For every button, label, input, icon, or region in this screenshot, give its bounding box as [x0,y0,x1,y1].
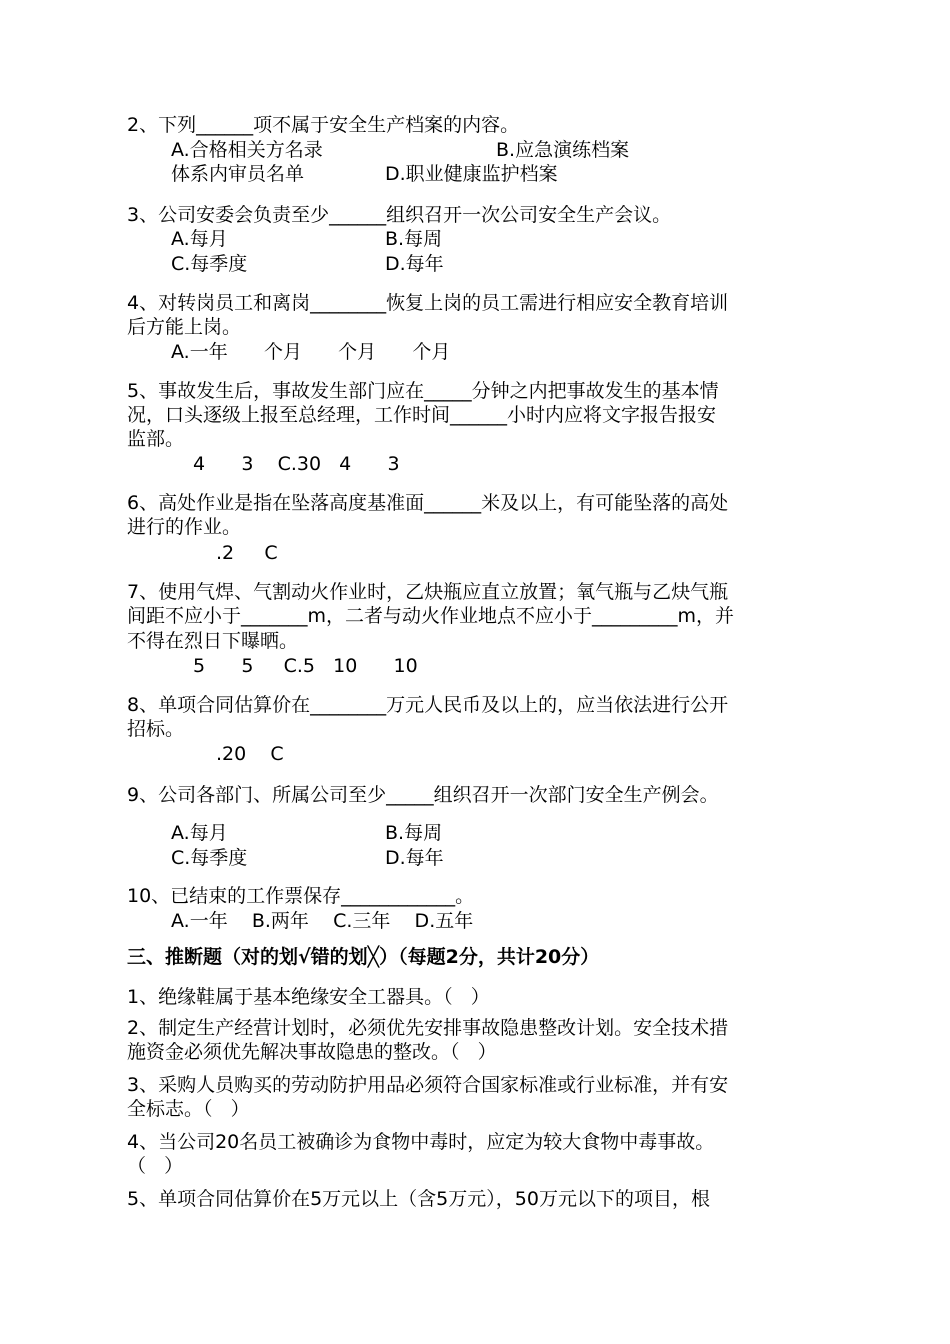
question-8-text-line2: 招标。 [127,718,185,740]
question-4-options: A.一年 个月 个月 个月 [171,341,451,363]
question-2-option-b: B.应急演练档案 [496,139,630,161]
question-10-options: A.一年 B.两年 C.三年 D.五年 [171,910,474,932]
question-3-option-d: D.每年 [385,253,444,275]
question-7-options: 5 5 C.5 10 10 [193,655,418,677]
question-9-option-a: A.每月 [171,822,228,844]
question-6-text-line2: 进行的作业。 [127,516,242,538]
question-9-option-c: C.每季度 [171,847,248,869]
question-7-text-line1: 7、使用气焊、气割动火作业时，乙炔瓶应直立放置；氧气瓶与乙炔气瓶 [127,581,729,603]
judgment-item-3-line2: 全标志。（ ） [127,1098,250,1120]
judgment-item-5-line1: 5、单项合同估算价在5万元以上（含5万元），50万元以下的项目，根 [127,1188,710,1210]
question-3-option-b: B.每周 [385,228,443,250]
question-9-text: 9、公司各部门、所属公司至少_____组织召开一次部门安全生产例会。 [127,784,719,806]
question-6-options: .2 C [216,542,278,564]
question-3-option-c: C.每季度 [171,253,248,275]
question-9-option-d: D.每年 [385,847,444,869]
question-5-options: 4 3 C.30 4 3 [193,453,400,475]
question-7-text-line3: 不得在烈日下曝晒。 [127,630,299,652]
judgment-item-2-line2: 施资金必须优先解决事故隐患的整改。（ ） [127,1041,497,1063]
question-8-options: .20 C [216,743,284,765]
question-3-text: 3、公司安委会负责至少______组织召开一次公司安全生产会议。 [127,204,672,226]
section-3-heading: 三、推断题（对的划√错的划╳）（每题2分，共计20分） [127,946,600,968]
judgment-item-4-line1: 4、当公司20名员工被确诊为食物中毒时，应定为较大食物中毒事故。 [127,1131,715,1153]
question-9-option-b: B.每周 [385,822,443,844]
question-5-text-line3: 监部。 [127,428,185,450]
question-8-text-line1: 8、单项合同估算价在________万元人民币及以上的，应当依法进行公开 [127,694,729,716]
question-5-text-line2: 况，口头逐级上报至总经理，工作时间______小时内应将文字报告报安 [127,404,717,426]
judgment-item-4-line2: （ ） [127,1155,184,1177]
judgment-item-3-line1: 3、采购人员购买的劳动防护用品必须符合国家标准或行业标准，并有安 [127,1074,729,1096]
question-6-text-line1: 6、高处作业是指在坠落高度基准面______米及以上，有可能坠落的高处 [127,492,729,514]
question-2-option-c: 体系内审员名单 [171,163,305,185]
judgment-item-2-line1: 2、制定生产经营计划时，必须优先安排事故隐患整改计划。安全技术措 [127,1017,729,1039]
question-2-option-a: A.合格相关方名录 [171,139,323,161]
question-4-text-line1: 4、对转岗员工和离岗________恢复上岗的员工需进行相应安全教育培训 [127,292,729,314]
question-5-text-line1: 5、事故发生后，事故发生部门应在_____分钟之内把事故发生的基本情 [127,380,719,402]
question-4-text-line2: 后方能上岗。 [127,316,242,338]
question-7-text-line2: 间距不应小于_______m，二者与动火作业地点不应小于_________m，并 [127,605,735,627]
question-2-option-d: D.职业健康监护档案 [385,163,558,185]
question-3-option-a: A.每月 [171,228,228,250]
question-10-text: 10、已结束的工作票保存____________。 [127,885,475,907]
judgment-item-1: 1、绝缘鞋属于基本绝缘安全工器具。（ ） [127,986,490,1008]
question-2-text: 2、下列______项不属于安全生产档案的内容。 [127,114,520,136]
